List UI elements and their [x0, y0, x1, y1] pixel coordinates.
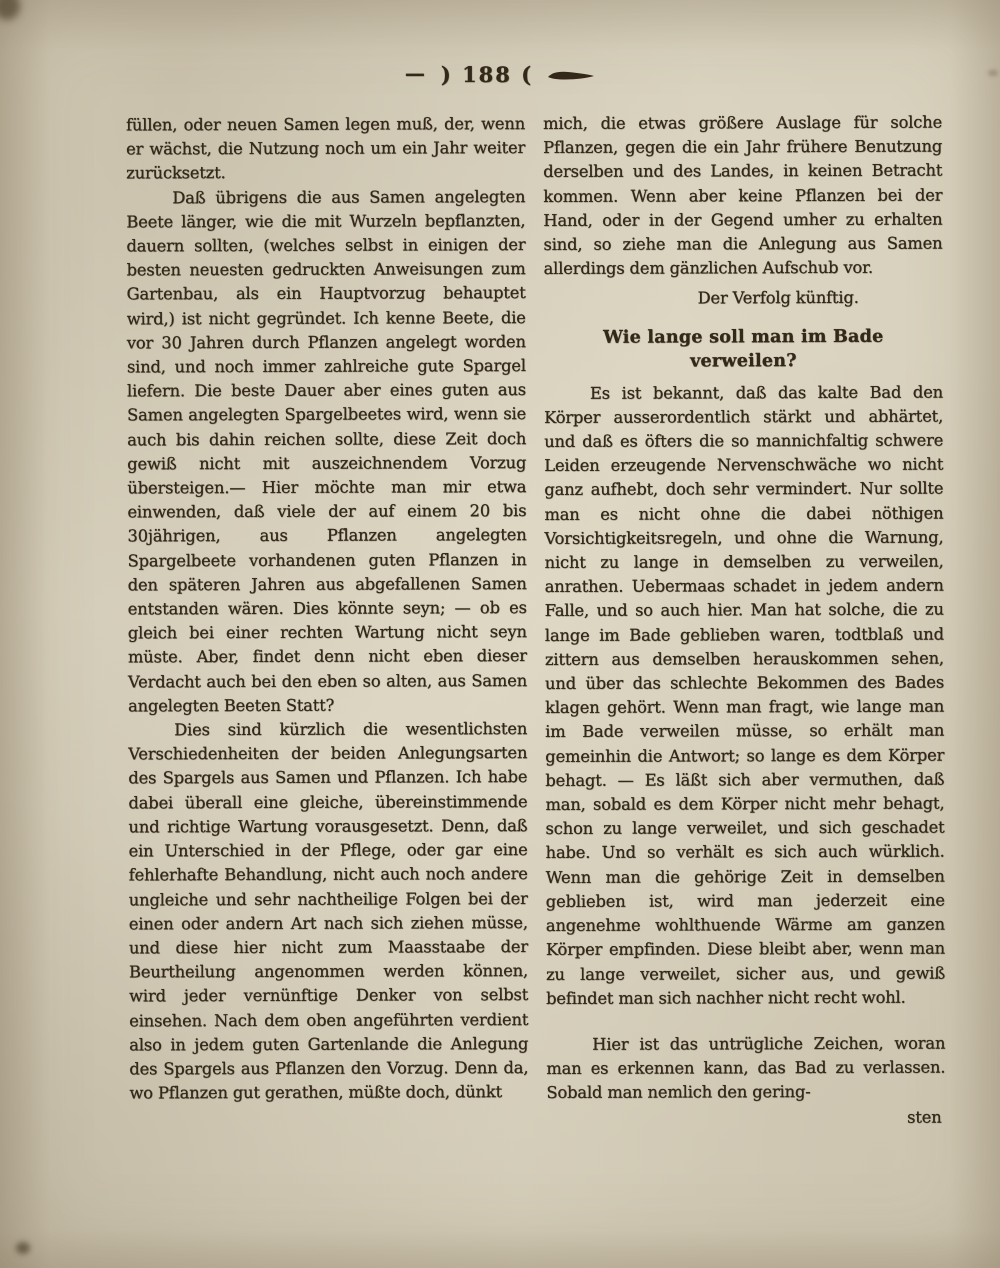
paragraph: füllen, oder neuen Samen legen muß, der, wenn er wächst, die Nutzung noch um ein Jahr weiter zurücksetzt.	[126, 114, 526, 183]
text-columns	[126, 111, 946, 1240]
paragraph: Hier ist das untrügliche Zeichen, woran man es erkennen kann, das Bad zu verlassen. Sobald man nemlich den gering-	[546, 1033, 946, 1103]
paper-speck	[16, 1242, 30, 1254]
page-number: ) 188 (	[440, 62, 534, 87]
paper-stain	[0, 0, 20, 20]
paragraph: mich, die etwas größere Auslage für solche Pflanzen, gegen die ein Jahr frühere Benutzung derselben und des Landes, in keinen Betracht kommen. Wenn aber keine Pflanzen bei der Hand, oder in der Gegend umher zu erhalten sind, so ziehe man die Anlegung aus Samen allerdings dem gänzlichen Aufschub vor.	[543, 112, 943, 279]
section-closing-line: Der Verfolg künftig.	[697, 288, 859, 308]
paragraph: Es ist bekannt, daß das kalte Bad den Körper ausserordentlich stärkt und abhärtet, und daß es öfters die so mannichfaltig schwere Leiden erzeugende Nervenschwäche wo nicht ganz aufhebt, doch sehr vermindert. Nur sollte man es nicht ohne die dabei nöthigen Vorsichtigkeitsregeln, und ohne die Warnung, nicht zu lange in demselben zu verweilen, anrathen. Uebermaas schadet in jedem andern Falle, und so auch hier. Man hat solche, die zu lange im Bade geblieben waren, todtblaß und zittern aus demselben herauskommen sehen, und über das schlechte Bekommen des Bades klagen gehört. Wenn man fragt, wie lange man im Bade verweilen müsse, so erhält man gemeinhin die Antwort; so lange es dem Körper behagt. — Es läßt sich aber vermuthen, daß man, sobald es dem Körper nicht mehr behagt, schon zu lange verweilet, und sich geschadet habe. Und so verhält es sich auch würklich. Wenn man die gehörige Zeit in demselben geblieben ist, wird man jederzeit eine angenehme wohlthuende Wärme am ganzen Körper empfinden. Diese bleibt aber, wenn man zu lange verweilet, sicher aus, und gewiß befindet man sich nachher nicht recht wohl.	[544, 382, 946, 1008]
paragraph: Dies sind kürzlich die wesentlichsten Verschiedenheiten der beiden Anlegungsarten des Spargels aus Samen und Pflanzen. Ich habe dabei überall eine gleiche, übereinstimmende und richtige Wartung vorausgesetzt. Denn, daß ein Unterschied in der Pflege, oder gar eine fehlerhafte Behandlung, nicht auch noch andere ungleiche und sehr nachtheilige Folgen bei der einen oder andern Art nach sich ziehen müsse, und diese hier nicht zum Maasstaabe der Beurtheilung angenommen werden können, wird jeder vernünftige Denker von selbst einsehen. Nach dem oben angeführten verdient also in jedem guten Gartenlande die Anlegung des Spargels aus Pflanzen den Vorzug. Denn da, wo Pflanzen gut gerathen, müßte doch, dünkt	[128, 719, 529, 1103]
catchword: sten	[907, 1107, 942, 1127]
header-ornament-icon	[547, 63, 595, 88]
right-column	[543, 111, 946, 1238]
header-rule-left: —	[404, 60, 427, 85]
left-column	[126, 112, 529, 1239]
page-header	[0, 62, 1000, 87]
paragraph: Daß übrigens die aus Samen angelegten Beete länger, wie die mit Wurzeln bepflanzten, dauern sollten, (welches selbst in einigen der besten neuesten gedruckten Anweisungen zum Gartenbau, als ein Hauptvorzug behauptet wird,) ist nicht gegründet. Ich kenne Beete, die vor 30 Jahren durch Pflanzen angelegt worden sind, und noch immer zahlreiche gute Spargel liefern. Die beste Dauer aber eines guten aus Samen angelegten Spargelbeetes wird, wenn sie auch bis dahin reichen sollte, diese Zeit doch gewiß nicht mit auszeichnendem Vorzug übersteigen.— Hier möchte man mir etwa einwenden, daß viele der auf einem 20 bis 30jährigen, aus Pflanzen angelegten Spargelbeete vorhandenen guten Pflanzen in den späteren Jahren aus abgefallenen Samen entstanden wären. Dies könnte seyn; — ob es gleich bei einer rechten Wartung nicht seyn müste. Aber, findet denn nicht eben dieser Verdacht auch bei den eben so alten, aus Samen angelegten Beeten Statt?	[126, 186, 528, 716]
article-heading: Wie lange soll man im Bade verweilen?	[603, 325, 884, 372]
